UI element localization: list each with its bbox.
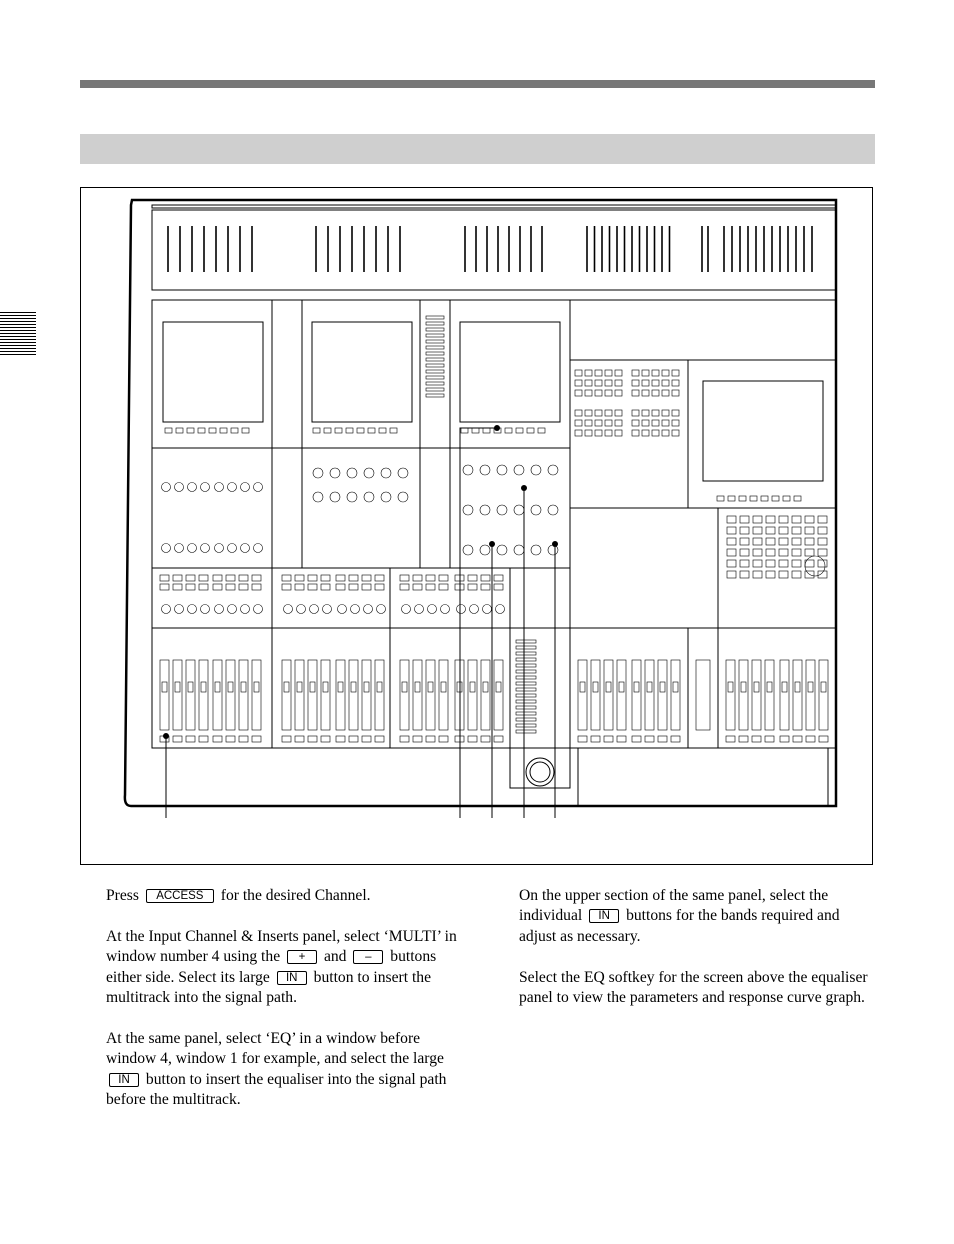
step-3-text-a: At the same panel, select ‘EQ’ in a window before window 4, window 1 for example, and select the large: [106, 1029, 444, 1068]
step-3-text-b: button to insert the equaliser into the signal path before the multitrack.: [106, 1070, 447, 1109]
plus-key: +: [287, 950, 317, 964]
access-key: ACCESS: [146, 889, 214, 903]
instructions-left-column: [106, 886, 466, 1131]
minus-key: –: [353, 950, 383, 964]
console-outline: [125, 200, 836, 806]
step-2-text-b: and: [323, 948, 347, 966]
step-2-text-a: At the Input Channel & Inserts panel, select ‘MULTI’ in window number 4 using the: [106, 927, 457, 966]
step-1: [106, 886, 466, 906]
step-4-text-b: buttons for the bands required and adjust as necessary.: [519, 907, 840, 945]
step-5: [519, 968, 879, 1009]
step-4: [519, 886, 879, 947]
step-1-text-b: for the desired Channel.: [220, 887, 371, 904]
step-2: [106, 927, 466, 1009]
meter-bridge: [152, 210, 836, 290]
in-key-multitrack: IN: [277, 971, 307, 985]
step-3: [106, 1029, 466, 1111]
step-5-text-a: Select the EQ softkey for the screen above the equaliser panel to view the parameters and response curve graph.: [519, 968, 868, 1007]
step-1-text-a: Press: [106, 887, 139, 904]
step-2-text-d: button to insert the multitrack into the signal path.: [106, 968, 432, 1007]
in-key-bands: IN: [589, 909, 619, 923]
step-2-text-c: buttons either side. Select its large: [106, 948, 437, 986]
instructions-right-column: [519, 886, 879, 1029]
in-key-equaliser: IN: [109, 1073, 139, 1087]
step-4-text-a: On the upper section of the same panel, select the individual: [519, 887, 829, 925]
